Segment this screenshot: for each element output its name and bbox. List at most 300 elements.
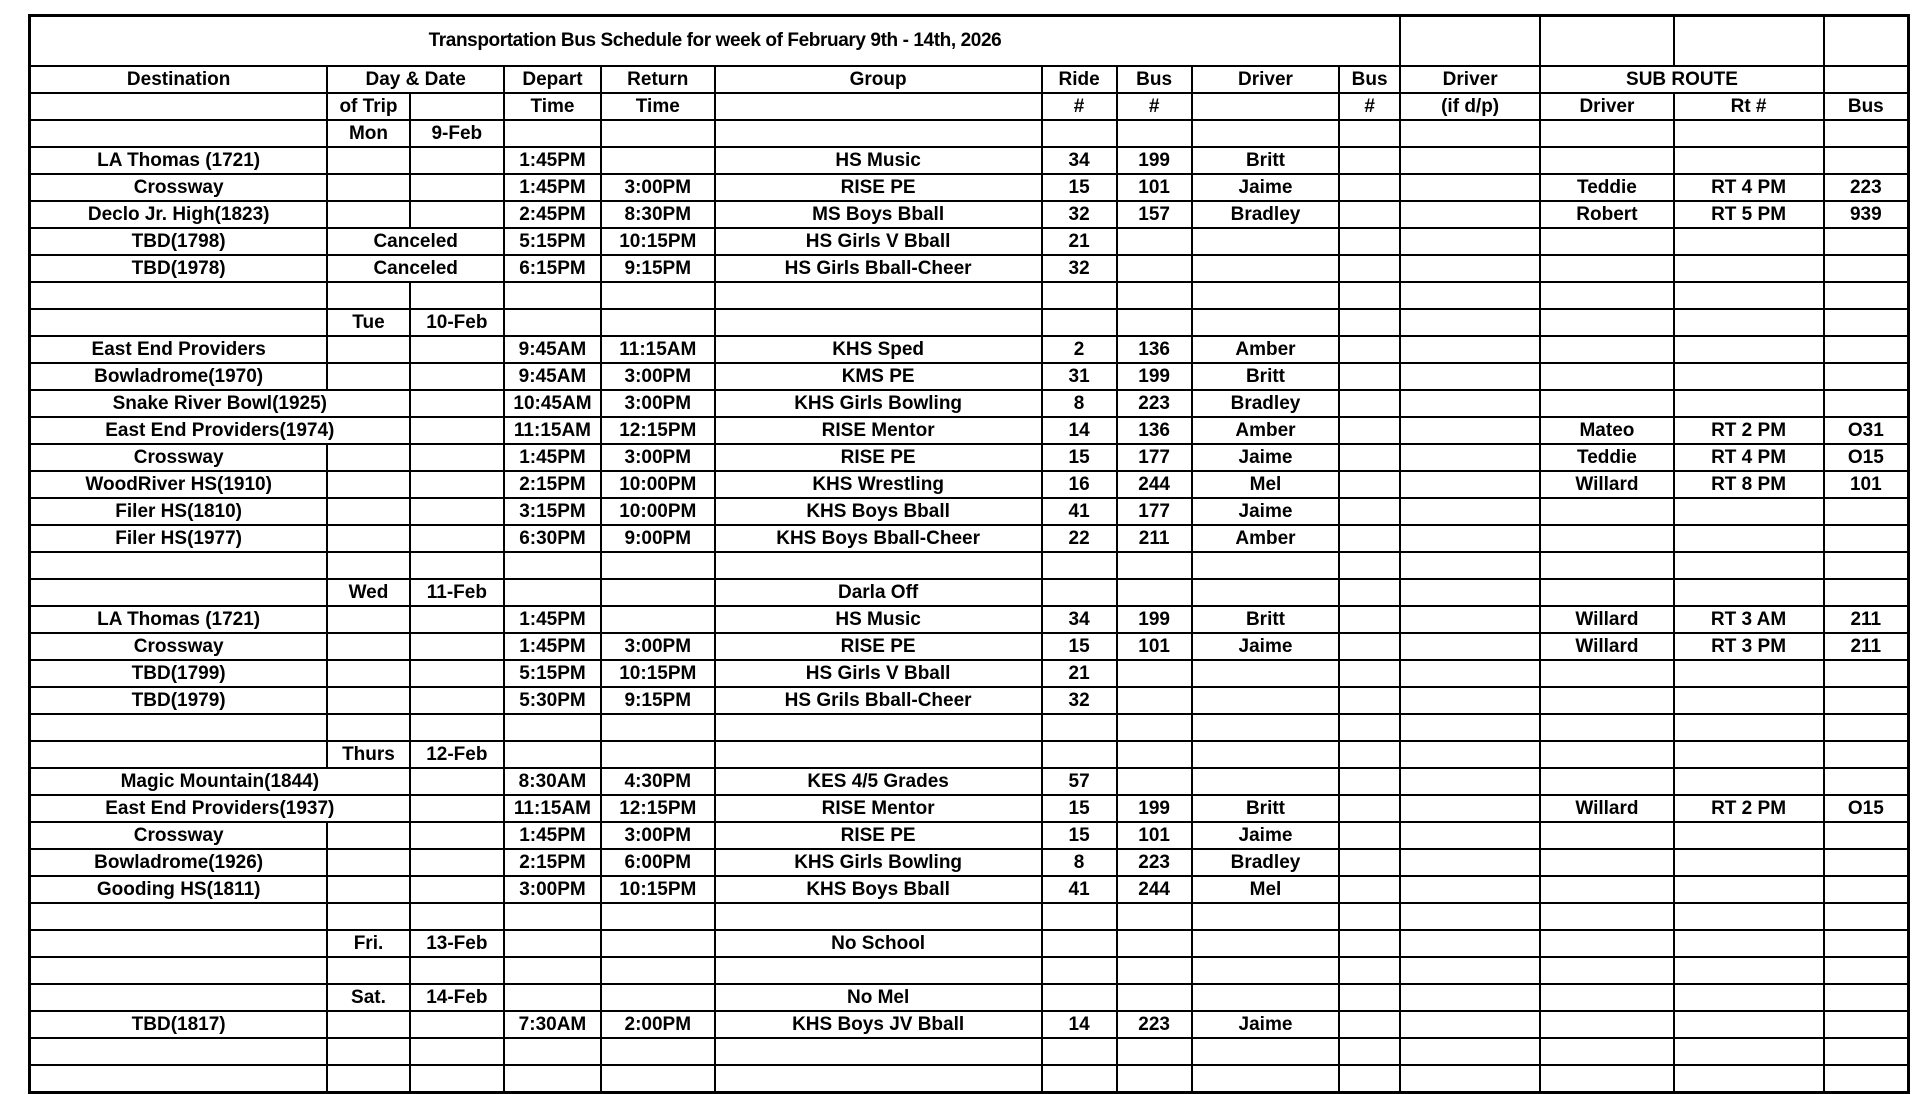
cell-destination: Crossway: [30, 822, 328, 849]
cell-ride-number: 8: [1042, 849, 1117, 876]
cell-bus-number: 136: [1117, 336, 1192, 363]
cell-day: Thurs: [327, 741, 409, 768]
column-header-destination: Destination: [30, 66, 328, 93]
cell-bus-number: [1117, 120, 1192, 147]
cell-sub-driver: Willard: [1540, 606, 1673, 633]
cell-depart-time: 11:15AM: [504, 795, 601, 822]
table-row: [30, 1011, 1909, 1038]
cell-group: KHS Boys Bball: [715, 876, 1042, 903]
empty-cell: [30, 552, 328, 579]
column-header-group: Group: [715, 66, 1042, 93]
cell-bus2-number: [1339, 579, 1400, 606]
cell-day: [327, 174, 409, 201]
cell-date: [410, 390, 504, 417]
cell-sub-bus: [1824, 741, 1909, 768]
cell-return-time: 2:00PM: [601, 1011, 715, 1038]
cell-depart-time: 2:45PM: [504, 201, 601, 228]
cell-sub-route-number: [1674, 147, 1824, 174]
cell-sub-driver: Teddie: [1540, 174, 1673, 201]
cell-ride-number: 14: [1042, 1011, 1117, 1038]
cell-driver: Amber: [1192, 336, 1340, 363]
cell-bus2-number: [1339, 444, 1400, 471]
empty-cell: [504, 1065, 601, 1093]
cell-group: [715, 741, 1042, 768]
cell-driver: Amber: [1192, 525, 1340, 552]
cell-group: HS Girls Bball-Cheer: [715, 255, 1042, 282]
cell-driver2-dp: [1400, 228, 1540, 255]
empty-cell: [1117, 957, 1192, 984]
cell-driver2-dp: [1400, 336, 1540, 363]
empty-cell: [601, 957, 715, 984]
cell-driver2-dp: [1400, 822, 1540, 849]
empty-cell: [327, 903, 409, 930]
table-row: [30, 471, 1909, 498]
cell-sub-route-number: RT 3 AM: [1674, 606, 1824, 633]
empty-cell: [1117, 552, 1192, 579]
cell-sub-route-number: RT 2 PM: [1674, 417, 1824, 444]
cell-day: [327, 498, 409, 525]
cell-day: [327, 147, 409, 174]
cell-return-time: [601, 930, 715, 957]
cell-driver: [1192, 579, 1340, 606]
table-row: [30, 768, 1909, 795]
cell-driver2-dp: [1400, 768, 1540, 795]
cell-sub-route-number: [1674, 390, 1824, 417]
cell-sub-driver: [1540, 147, 1673, 174]
subheader-sub-driver: Driver: [1540, 93, 1673, 120]
cell-ride-number: 8: [1042, 390, 1117, 417]
cell-depart-time: 2:15PM: [504, 471, 601, 498]
cell-destination: Bowladrome(1926): [30, 849, 328, 876]
header-row-primary: [30, 66, 1909, 93]
empty-cell: [410, 1038, 504, 1065]
cell-ride-number: 32: [1042, 255, 1117, 282]
subheader-date: [410, 93, 504, 120]
cell-return-time: 12:15PM: [601, 795, 715, 822]
cell-sub-route-number: [1674, 822, 1824, 849]
cell-bus2-number: [1339, 390, 1400, 417]
cell-group: KES 4/5 Grades: [715, 768, 1042, 795]
table-row: [30, 525, 1909, 552]
cell-return-time: 8:30PM: [601, 201, 715, 228]
cell-group-note: No School: [715, 930, 1042, 957]
cell-depart-time: [504, 741, 601, 768]
table-row: [30, 444, 1909, 471]
cell-driver2-dp: [1400, 633, 1540, 660]
cell-group: MS Boys Bball: [715, 201, 1042, 228]
cell-sub-driver: [1540, 363, 1673, 390]
cell-driver: Amber: [1192, 417, 1340, 444]
empty-cell: [1339, 282, 1400, 309]
empty-cell: [1192, 282, 1340, 309]
cell-sub-driver: Willard: [1540, 633, 1673, 660]
empty-cell: [1042, 1038, 1117, 1065]
cell-ride-number: [1042, 741, 1117, 768]
cell-bus2-number: [1339, 120, 1400, 147]
cell-sub-bus: [1824, 336, 1909, 363]
empty-cell: [327, 1065, 409, 1093]
cell-sub-route-number: [1674, 309, 1824, 336]
cell-group-note: Darla Off: [715, 579, 1042, 606]
cell-date: [410, 768, 504, 795]
empty-cell: [1117, 282, 1192, 309]
empty-cell: [1192, 1065, 1340, 1093]
empty-cell: [601, 903, 715, 930]
cell-driver2-dp: [1400, 255, 1540, 282]
cell-bus-number: [1117, 984, 1192, 1011]
cell-ride-number: 21: [1042, 228, 1117, 255]
cell-sub-driver: [1540, 309, 1673, 336]
cell-bus-number: 244: [1117, 876, 1192, 903]
cell-group: KHS Wrestling: [715, 471, 1042, 498]
cell-bus-number: [1117, 741, 1192, 768]
empty-cell: [601, 1065, 715, 1093]
day-header-row: [30, 930, 1909, 957]
cell-sub-route-number: [1674, 876, 1824, 903]
cell-driver: Jaime: [1192, 444, 1340, 471]
cell-day: [327, 633, 409, 660]
subheader-of-trip: of Trip: [327, 93, 409, 120]
empty-cell: [601, 282, 715, 309]
cell-sub-bus: O31: [1824, 417, 1909, 444]
cell-sub-driver: [1540, 660, 1673, 687]
cell-destination: [30, 120, 328, 147]
cell-date: [410, 336, 504, 363]
cell-bus2-number: [1339, 876, 1400, 903]
empty-cell: [1339, 1038, 1400, 1065]
cell-sub-driver: [1540, 741, 1673, 768]
cell-group: KHS Boys Bball: [715, 498, 1042, 525]
cell-group: RISE PE: [715, 174, 1042, 201]
cell-sub-route-number: RT 5 PM: [1674, 201, 1824, 228]
empty-cell: [1824, 282, 1909, 309]
subheader-bus2-num: #: [1339, 93, 1400, 120]
cell-destination: Snake River Bowl(1925): [30, 390, 410, 417]
empty-cell: [1824, 714, 1909, 741]
cell-ride-number: [1042, 930, 1117, 957]
empty-cell: [1674, 714, 1824, 741]
cell-return-time: 3:00PM: [601, 444, 715, 471]
cell-date: [410, 876, 504, 903]
empty-cell: [1192, 903, 1340, 930]
subheader-driver: [1192, 93, 1340, 120]
cell-return-time: 10:00PM: [601, 471, 715, 498]
cell-return-time: 10:00PM: [601, 498, 715, 525]
cell-ride-number: 16: [1042, 471, 1117, 498]
cell-depart-time: 1:45PM: [504, 147, 601, 174]
empty-cell: [1042, 1065, 1117, 1093]
cell-return-time: 10:15PM: [601, 876, 715, 903]
cell-ride-number: 15: [1042, 174, 1117, 201]
cell-sub-route-number: RT 8 PM: [1674, 471, 1824, 498]
cell-destination: Filer HS(1810): [30, 498, 328, 525]
spacer-row: [30, 1038, 1909, 1065]
cell-date: [410, 174, 504, 201]
cell-day: Sat.: [327, 984, 409, 1011]
cell-driver2-dp: [1400, 579, 1540, 606]
cell-day: Tue: [327, 309, 409, 336]
subheader-return-time: Time: [601, 93, 715, 120]
cell-sub-route-number: [1674, 363, 1824, 390]
empty-cell: [30, 714, 328, 741]
cell-return-time: 3:00PM: [601, 633, 715, 660]
subheader-destination: [30, 93, 328, 120]
cell-date: [410, 822, 504, 849]
cell-bus2-number: [1339, 1011, 1400, 1038]
empty-cell: [601, 714, 715, 741]
cell-return-time: 3:00PM: [601, 822, 715, 849]
day-header-row: [30, 120, 1909, 147]
cell-driver2-dp: [1400, 201, 1540, 228]
empty-cell: [30, 1065, 328, 1093]
cell-sub-bus: [1824, 930, 1909, 957]
cell-day: [327, 471, 409, 498]
empty-cell: [1540, 1038, 1673, 1065]
spacer-row: [30, 282, 1909, 309]
cell-sub-bus: 223: [1824, 174, 1909, 201]
cell-sub-driver: Teddie: [1540, 444, 1673, 471]
cell-depart-time: 9:45AM: [504, 363, 601, 390]
cell-destination: Crossway: [30, 633, 328, 660]
cell-bus-number: 177: [1117, 444, 1192, 471]
cell-bus-number: [1117, 768, 1192, 795]
empty-cell: [1192, 957, 1340, 984]
cell-sub-bus: [1824, 255, 1909, 282]
title-filler-cell: [1824, 16, 1909, 67]
cell-depart-time: [504, 930, 601, 957]
cell-group: RISE PE: [715, 633, 1042, 660]
cell-group: HS Grils Bball-Cheer: [715, 687, 1042, 714]
cell-driver2-dp: [1400, 606, 1540, 633]
empty-cell: [715, 552, 1042, 579]
cell-day: [327, 876, 409, 903]
column-header-bus2: Bus: [1339, 66, 1400, 93]
cell-group: RISE PE: [715, 822, 1042, 849]
cell-destination: LA Thomas (1721): [30, 147, 328, 174]
cell-bus-number: [1117, 579, 1192, 606]
cell-destination: Filer HS(1977): [30, 525, 328, 552]
cell-driver2-dp: [1400, 363, 1540, 390]
cell-driver2-dp: [1400, 660, 1540, 687]
cell-driver2-dp: [1400, 525, 1540, 552]
empty-cell: [504, 1038, 601, 1065]
cell-depart-time: 6:30PM: [504, 525, 601, 552]
cell-bus-number: 223: [1117, 849, 1192, 876]
cell-destination: [30, 984, 328, 1011]
cell-driver2-dp: [1400, 147, 1540, 174]
empty-cell: [1117, 1065, 1192, 1093]
empty-cell: [715, 957, 1042, 984]
cell-driver: Jaime: [1192, 498, 1340, 525]
empty-cell: [327, 957, 409, 984]
table-row: [30, 255, 1909, 282]
cell-sub-route-number: RT 4 PM: [1674, 444, 1824, 471]
cell-day: [327, 336, 409, 363]
table-row: [30, 174, 1909, 201]
empty-cell: [1540, 1065, 1673, 1093]
cell-ride-number: 57: [1042, 768, 1117, 795]
empty-cell: [1192, 714, 1340, 741]
cell-depart-time: [504, 984, 601, 1011]
empty-cell: [1824, 903, 1909, 930]
cell-sub-bus: [1824, 579, 1909, 606]
cell-sub-bus: 211: [1824, 606, 1909, 633]
cell-sub-bus: [1824, 525, 1909, 552]
empty-cell: [1400, 1038, 1540, 1065]
cell-sub-driver: [1540, 120, 1673, 147]
cell-ride-number: [1042, 579, 1117, 606]
empty-cell: [1339, 903, 1400, 930]
day-header-row: [30, 309, 1909, 336]
cell-date: [410, 1011, 504, 1038]
cell-date: [410, 525, 504, 552]
cell-bus2-number: [1339, 525, 1400, 552]
cell-driver2-dp: [1400, 498, 1540, 525]
cell-date: [410, 363, 504, 390]
cell-group: [715, 120, 1042, 147]
empty-cell: [1674, 1038, 1824, 1065]
cell-bus-number: 136: [1117, 417, 1192, 444]
cell-sub-route-number: [1674, 120, 1824, 147]
empty-cell: [1824, 1065, 1909, 1093]
subheader-depart-time: Time: [504, 93, 601, 120]
title-filler-cell: [1540, 16, 1673, 67]
empty-cell: [1117, 1038, 1192, 1065]
cell-destination: WoodRiver HS(1910): [30, 471, 328, 498]
cell-group: RISE PE: [715, 444, 1042, 471]
cell-destination: [30, 930, 328, 957]
empty-cell: [410, 714, 504, 741]
cell-bus-number: [1117, 930, 1192, 957]
empty-cell: [1042, 282, 1117, 309]
cell-bus-number: 244: [1117, 471, 1192, 498]
cell-sub-driver: Willard: [1540, 795, 1673, 822]
page-title: Transportation Bus Schedule for week of February 9th - 14th, 2026: [30, 16, 1400, 67]
cell-sub-route-number: [1674, 741, 1824, 768]
empty-cell: [504, 282, 601, 309]
cell-depart-time: 3:00PM: [504, 876, 601, 903]
empty-cell: [504, 552, 601, 579]
cell-sub-bus: [1824, 390, 1909, 417]
cell-bus2-number: [1339, 687, 1400, 714]
cell-driver: Britt: [1192, 606, 1340, 633]
empty-cell: [1674, 957, 1824, 984]
cell-date: [410, 201, 504, 228]
cell-sub-driver: [1540, 390, 1673, 417]
cell-group: KHS Girls Bowling: [715, 390, 1042, 417]
cell-bus-number: [1117, 309, 1192, 336]
cell-date: 14-Feb: [410, 984, 504, 1011]
cell-sub-bus: O15: [1824, 795, 1909, 822]
cell-depart-time: 1:45PM: [504, 606, 601, 633]
cell-sub-route-number: [1674, 984, 1824, 1011]
column-header-day-date: Day & Date: [327, 66, 504, 93]
table-row: [30, 633, 1909, 660]
empty-cell: [327, 1038, 409, 1065]
cell-driver2-dp: [1400, 120, 1540, 147]
empty-cell: [1674, 552, 1824, 579]
empty-cell: [1117, 714, 1192, 741]
cell-bus-number: 199: [1117, 606, 1192, 633]
cell-sub-driver: [1540, 498, 1673, 525]
empty-cell: [1540, 903, 1673, 930]
cell-group: [715, 309, 1042, 336]
cell-driver: Mel: [1192, 876, 1340, 903]
cell-destination: East End Providers: [30, 336, 328, 363]
cell-driver: Bradley: [1192, 849, 1340, 876]
cell-driver: [1192, 741, 1340, 768]
cell-sub-bus: [1824, 1011, 1909, 1038]
cell-driver: Mel: [1192, 471, 1340, 498]
cell-ride-number: 34: [1042, 147, 1117, 174]
cell-date: [410, 687, 504, 714]
cell-group: RISE Mentor: [715, 417, 1042, 444]
empty-cell: [1400, 1065, 1540, 1093]
cell-day: [327, 849, 409, 876]
cell-destination: Crossway: [30, 444, 328, 471]
empty-cell: [601, 552, 715, 579]
cell-driver2-dp: [1400, 930, 1540, 957]
cell-ride-number: 14: [1042, 417, 1117, 444]
cell-destination: Magic Mountain(1844): [30, 768, 410, 795]
cell-driver2-dp: [1400, 174, 1540, 201]
cell-driver2-dp: [1400, 444, 1540, 471]
day-header-row: [30, 984, 1909, 1011]
subheader-sub-rt: Rt #: [1674, 93, 1824, 120]
empty-cell: [1042, 714, 1117, 741]
cell-return-time: [601, 309, 715, 336]
empty-cell: [1192, 552, 1340, 579]
cell-day: [327, 660, 409, 687]
cell-bus2-number: [1339, 471, 1400, 498]
subheader-group: [715, 93, 1042, 120]
empty-cell: [410, 282, 504, 309]
empty-cell: [1339, 714, 1400, 741]
cell-ride-number: 31: [1042, 363, 1117, 390]
cell-group: KMS PE: [715, 363, 1042, 390]
cell-sub-bus: [1824, 984, 1909, 1011]
cell-return-time: 9:15PM: [601, 687, 715, 714]
cell-driver: [1192, 930, 1340, 957]
cell-date: [410, 795, 504, 822]
cell-bus-number: [1117, 255, 1192, 282]
empty-cell: [1674, 282, 1824, 309]
empty-cell: [504, 714, 601, 741]
cell-group: KHS Girls Bowling: [715, 849, 1042, 876]
cell-bus2-number: [1339, 417, 1400, 444]
column-header-sub-bus-blank: [1824, 66, 1909, 93]
cell-sub-driver: Robert: [1540, 201, 1673, 228]
cell-day: [327, 525, 409, 552]
cell-driver: Jaime: [1192, 822, 1340, 849]
cell-depart-time: 5:15PM: [504, 228, 601, 255]
cell-group-note: No Mel: [715, 984, 1042, 1011]
empty-cell: [1400, 714, 1540, 741]
cell-driver: Jaime: [1192, 633, 1340, 660]
cell-bus-number: 223: [1117, 1011, 1192, 1038]
cell-bus2-number: [1339, 795, 1400, 822]
cell-sub-bus: 101: [1824, 471, 1909, 498]
cell-depart-time: 8:30AM: [504, 768, 601, 795]
cell-day: [327, 363, 409, 390]
column-header-depart: Depart: [504, 66, 601, 93]
cell-sub-driver: [1540, 984, 1673, 1011]
empty-cell: [1192, 1038, 1340, 1065]
empty-cell: [1042, 903, 1117, 930]
empty-cell: [1339, 1065, 1400, 1093]
cell-sub-bus: [1824, 120, 1909, 147]
empty-cell: [715, 714, 1042, 741]
